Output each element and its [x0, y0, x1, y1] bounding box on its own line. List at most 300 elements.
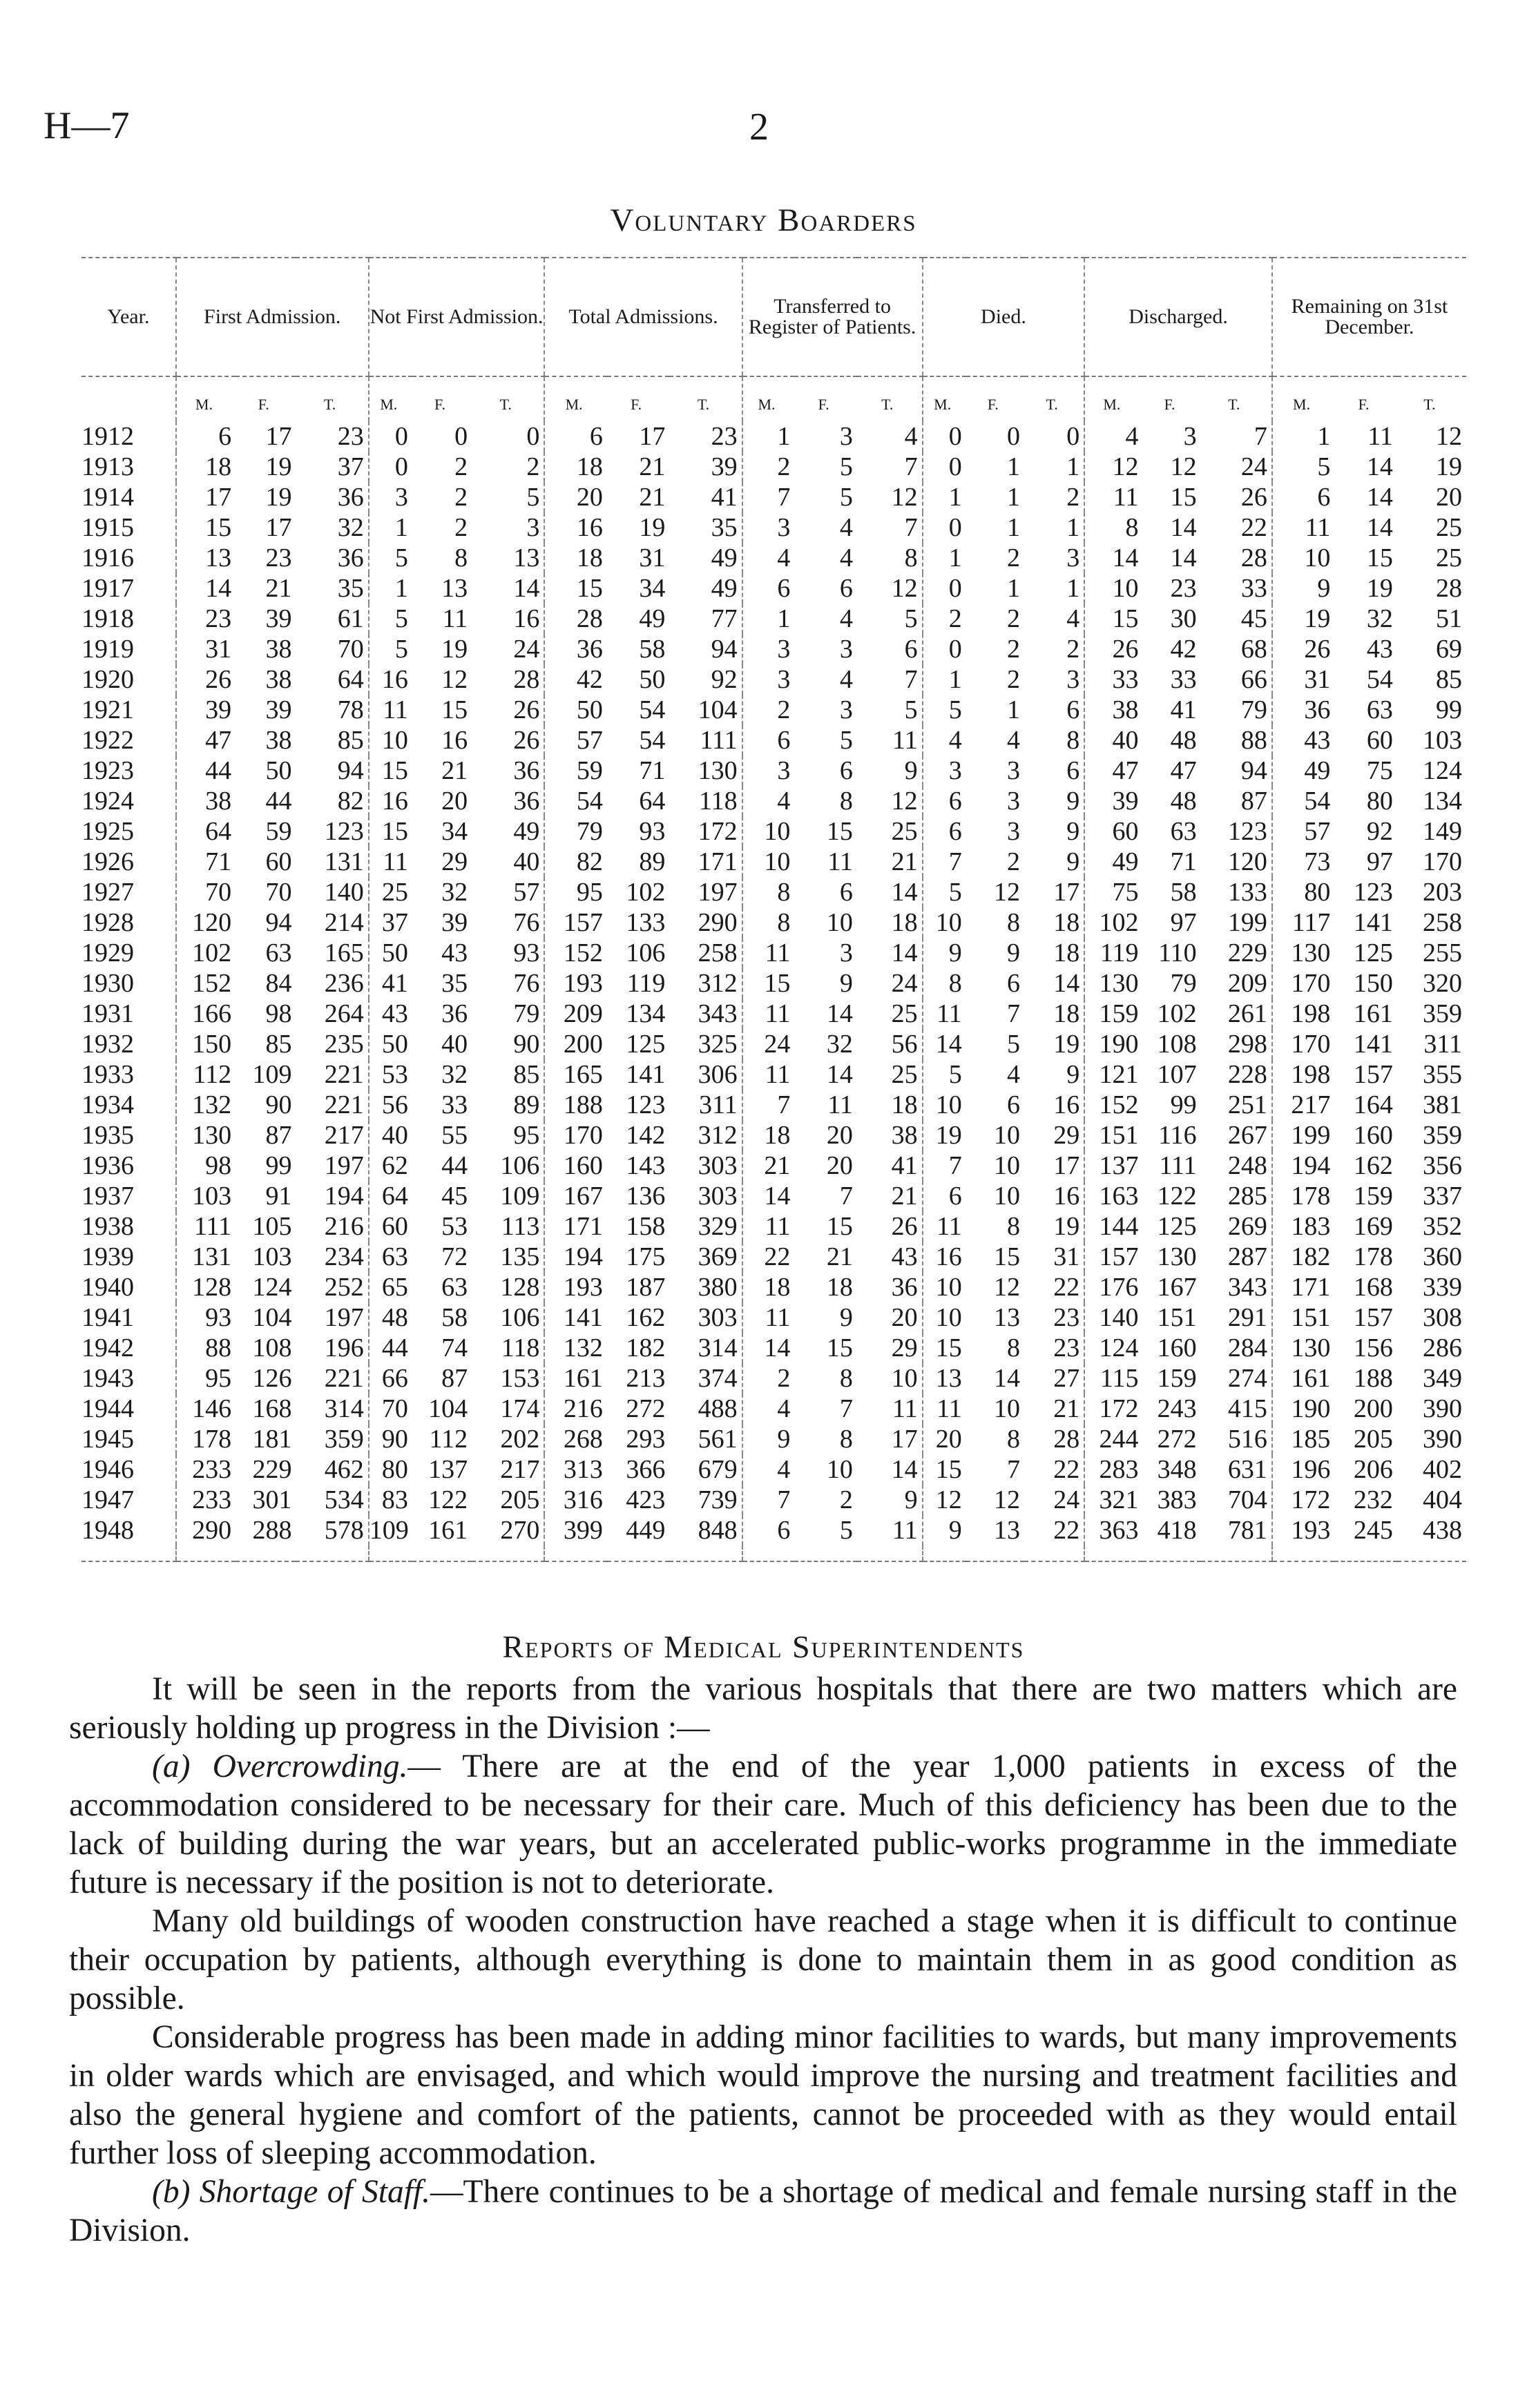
table-cell: 93: [176, 1302, 236, 1333]
table-cell: 399: [544, 1515, 607, 1545]
table-cell: 91: [265, 1182, 292, 1211]
table-cell: 17: [1053, 878, 1080, 907]
table-cell: 47: [1170, 756, 1197, 785]
spacer-cell: [236, 1545, 296, 1561]
table-cell: 285: [1227, 1182, 1267, 1211]
table-cell: 12: [1084, 452, 1142, 482]
table-row: [81, 877, 1466, 907]
table-cell: 90: [265, 1090, 292, 1119]
table-cell: 28: [544, 604, 607, 634]
table-row: [81, 695, 1466, 725]
col-header-died: Died.: [923, 258, 1085, 376]
table-cell: 26: [513, 726, 540, 755]
table-cell: 19: [1436, 452, 1462, 481]
subheader-cell: F.: [818, 396, 829, 413]
table-cell: 57: [513, 878, 540, 907]
table-cell: 79: [513, 999, 540, 1028]
table-cell: 8: [1084, 512, 1142, 543]
table-cell: 5: [923, 695, 966, 725]
table-cell: 170: [1272, 968, 1335, 999]
table-cell: 258: [698, 938, 738, 967]
table-cell: 58: [441, 1303, 468, 1332]
table-cell: 312: [698, 969, 738, 998]
table-cell: 125: [626, 1030, 666, 1059]
table-cell: 50: [265, 756, 292, 785]
table-cell: 37: [337, 452, 364, 481]
table-cell: 141: [1353, 908, 1393, 937]
table-cell: 36: [337, 543, 364, 572]
wooden-buildings-paragraph: Many old buildings of wooden construction have reached a stage when it is difficult to continue their occupation by patients, although everything is done to maintain them in as good condition as possible.: [69, 1903, 1457, 2016]
year-cell: 1917: [81, 574, 134, 603]
table-cell: 50: [639, 665, 666, 694]
year-cell: 1926: [81, 847, 134, 876]
table-cell: 182: [1272, 1242, 1335, 1272]
table-cell: 306: [698, 1060, 738, 1089]
table-cell: 89: [639, 847, 666, 876]
table-cell: 229: [1227, 938, 1267, 967]
table-row: [81, 1029, 1466, 1059]
table-cell: 381: [1423, 1090, 1462, 1119]
table-cell: 217: [324, 1121, 364, 1150]
table-cell: 288: [252, 1516, 292, 1545]
table-cell: 11: [1272, 512, 1335, 543]
table-cell: 462: [324, 1455, 364, 1484]
table-cell: 125: [1157, 1212, 1197, 1241]
table-cell: 12: [993, 1485, 1020, 1514]
table-cell: 267: [1227, 1121, 1267, 1150]
table-cell: 10: [923, 1272, 966, 1302]
table-cell: 3: [839, 695, 853, 724]
table-cell: 99: [1170, 1090, 1197, 1119]
table-cell: 48: [369, 1302, 412, 1333]
table-cell: 66: [1240, 665, 1267, 694]
table-cell: 11: [923, 1211, 966, 1242]
table-cell: 18: [544, 452, 607, 482]
table-cell: 320: [1423, 969, 1462, 998]
voluntary-boarders-table: [81, 257, 1466, 1562]
table-cell: 72: [441, 1242, 468, 1271]
table-cell: 49: [711, 574, 738, 603]
table-cell: 423: [626, 1485, 666, 1514]
table-cell: 438: [1423, 1516, 1462, 1545]
table-cell: 5: [369, 604, 412, 634]
table-cell: 21: [742, 1150, 795, 1181]
table-cell: 243: [1157, 1394, 1197, 1423]
table-cell: 12: [1170, 452, 1197, 481]
table-row: [81, 847, 1466, 877]
table-cell: 233: [176, 1485, 236, 1515]
table-cell: 15: [441, 695, 468, 724]
table-cell: 8: [742, 877, 795, 907]
spacer-cell: [966, 1545, 1024, 1561]
table-cell: 64: [337, 665, 364, 694]
table-cell: 314: [324, 1394, 364, 1423]
table-cell: 45: [1240, 604, 1267, 633]
table-cell: 17: [265, 513, 292, 542]
table-cell: 561: [698, 1425, 738, 1454]
spacer-cell: [1334, 1545, 1397, 1561]
table-cell: 23: [711, 422, 738, 451]
table-cell: 38: [265, 665, 292, 694]
table-cell: 123: [626, 1090, 666, 1119]
spacer-cell: [923, 1545, 966, 1561]
table-cell: 197: [698, 878, 738, 907]
table-row: [81, 999, 1466, 1029]
subheader-cell: F.: [631, 396, 642, 413]
table-cell: 11: [442, 604, 468, 633]
table-cell: 97: [1366, 847, 1393, 876]
subheader-cell: M.: [1084, 376, 1142, 421]
table-cell: 183: [1272, 1211, 1335, 1242]
table-row: [81, 1363, 1466, 1394]
table-cell: 124: [252, 1273, 292, 1302]
table-cell: 32: [337, 513, 364, 542]
table-cell: 47: [1084, 755, 1142, 786]
table-row: [81, 1090, 1466, 1120]
table-cell: 39: [441, 908, 468, 937]
table-cell: 169: [1353, 1212, 1393, 1241]
table-cell: 74: [441, 1333, 468, 1362]
table-cell: 1: [1272, 421, 1335, 452]
table-cell: 94: [711, 635, 738, 664]
spacer-cell: [857, 1545, 923, 1561]
table-cell: 23: [265, 543, 292, 572]
table-cell: 7: [923, 1150, 966, 1181]
table-cell: 4: [1006, 726, 1020, 755]
year-cell: 1928: [81, 908, 134, 937]
table-cell: 83: [369, 1485, 412, 1515]
table-cell: 36: [513, 756, 540, 785]
table-cell: 5: [839, 726, 853, 755]
subheader-cell: T.: [499, 396, 512, 413]
table-cell: 17: [176, 482, 236, 512]
spacer-cell: [412, 1545, 472, 1561]
table-cell: 199: [1227, 908, 1267, 937]
table-cell: 17: [891, 1425, 918, 1454]
table-cell: 18: [544, 543, 607, 573]
table-cell: 8: [904, 543, 918, 572]
table-cell: 70: [265, 878, 292, 907]
table-cell: 14: [891, 1455, 918, 1484]
year-cell: 1939: [81, 1242, 134, 1271]
table-cell: 11: [892, 1516, 918, 1545]
table-cell: 90: [513, 1030, 540, 1059]
table-cell: 118: [699, 787, 738, 816]
table-cell: 3: [742, 634, 795, 664]
table-cell: 1: [1006, 452, 1020, 481]
year-cell: 1922: [81, 726, 134, 755]
table-cell: 9: [1066, 787, 1080, 816]
table-cell: 18: [742, 1120, 795, 1150]
table-cell: 165: [544, 1059, 607, 1090]
table-cell: 3: [526, 513, 540, 542]
table-cell: 142: [626, 1121, 666, 1150]
table-cell: 63: [1366, 695, 1393, 724]
table-cell: 5: [839, 452, 853, 481]
table-cell: 3: [839, 422, 853, 451]
table-cell: 18: [891, 908, 918, 937]
table-cell: 3: [742, 512, 795, 543]
table-cell: 44: [441, 1151, 468, 1180]
table-cell: 128: [176, 1272, 236, 1302]
table-cell: 79: [1170, 969, 1197, 998]
spacer-cell: [472, 1545, 544, 1561]
col-header-transferred: Transferred to Register of Patients.: [742, 258, 923, 376]
table-cell: 233: [176, 1454, 236, 1485]
table-cell: 126: [252, 1364, 292, 1393]
table-cell: 102: [176, 938, 236, 968]
table-cell: 178: [176, 1424, 236, 1454]
table-cell: 14: [742, 1181, 795, 1211]
col-header-year: Year.: [81, 258, 176, 376]
table-cell: 12: [891, 574, 918, 603]
table-cell: 14: [1366, 483, 1393, 512]
table-cell: 21: [891, 847, 918, 876]
table-cell: 10: [1272, 543, 1335, 573]
table-cell: 80: [369, 1454, 412, 1485]
table-cell: 6: [176, 421, 236, 452]
table-cell: 33: [441, 1090, 468, 1119]
table-cell: 41: [711, 483, 738, 512]
table-cell: 197: [324, 1303, 364, 1332]
table-cell: 0: [454, 422, 468, 451]
table-cell: 43: [891, 1242, 918, 1271]
table-cell: 15: [176, 512, 236, 543]
table-cell: 26: [1084, 634, 1142, 664]
table-cell: 0: [923, 573, 966, 604]
table-cell: 20: [891, 1303, 918, 1332]
spacer-cell: [1084, 1545, 1142, 1561]
table-cell: 17: [265, 422, 292, 451]
table-cell: 534: [324, 1485, 364, 1514]
table-cell: 291: [1227, 1303, 1267, 1332]
minor-facilities-paragraph: Considerable progress has been made in adding minor facilities to wards, but many improvements in older wards which are envisaged, and which would improve the nursing and treatment facilities and also the general hygiene and comfort of the patients, cannot be proceeded with as they would entail further loss of sleeping accommodation.: [69, 2019, 1457, 2171]
section-title: Reports of Medical Superintendents: [502, 1629, 1025, 1664]
table-cell: 9: [839, 969, 853, 998]
table-cell: 221: [324, 1090, 364, 1119]
table-cell: 22: [1053, 1455, 1080, 1484]
table-cell: 110: [1158, 938, 1197, 967]
table-cell: 314: [698, 1333, 738, 1362]
spacer-cell: [1397, 1545, 1466, 1561]
table-cell: 3: [742, 664, 795, 695]
table-cell: 9: [904, 1485, 918, 1514]
table-cell: 6: [839, 756, 853, 785]
table-cell: 103: [176, 1181, 236, 1211]
table-cell: 43: [369, 999, 412, 1029]
table-cell: 5: [904, 604, 918, 633]
table-cell: 216: [324, 1212, 364, 1241]
table-cell: 108: [1157, 1030, 1197, 1059]
year-cell: 1918: [81, 604, 134, 633]
table-cell: 18: [1053, 908, 1080, 937]
table-cell: 10: [993, 1394, 1020, 1423]
table-cell: 25: [891, 999, 918, 1028]
table-cell: 63: [265, 938, 292, 967]
spacer-cell: [1272, 1545, 1335, 1561]
table-cell: 170: [1423, 847, 1462, 876]
table-cell: 49: [513, 817, 540, 846]
table-cell: 112: [176, 1059, 236, 1090]
table-cell: 43: [1272, 725, 1335, 755]
table-cell: 415: [1227, 1394, 1267, 1423]
table-cell: 360: [1423, 1242, 1462, 1271]
table-row: [81, 786, 1466, 816]
subheader-cell: M.: [923, 376, 966, 421]
table-cell: 172: [1084, 1394, 1142, 1424]
table-cell: 9: [839, 1303, 853, 1332]
table-cell: 10: [742, 816, 795, 847]
spacer-cell: [544, 1545, 607, 1561]
year-cell: 1924: [81, 787, 134, 816]
table-cell: 20: [544, 482, 607, 512]
table-cell: 167: [544, 1181, 607, 1211]
table-cell: 286: [1423, 1333, 1462, 1362]
table-cell: 168: [252, 1394, 292, 1423]
table-cell: 133: [626, 908, 666, 937]
table-cell: 298: [1227, 1030, 1267, 1059]
table-cell: 35: [711, 513, 738, 542]
table-cell: 63: [441, 1273, 468, 1302]
table-cell: 76: [513, 969, 540, 998]
table-cell: 44: [369, 1333, 412, 1363]
table-cell: 19: [923, 1120, 966, 1150]
table-cell: 165: [324, 938, 364, 967]
table-cell: 578: [324, 1516, 364, 1545]
table-cell: 24: [1240, 452, 1267, 481]
table-cell: 58: [639, 635, 666, 664]
table-cell: 311: [1423, 1030, 1462, 1059]
staff-shortage-text: —There continues to be a shortage of medical and female nursing staff in the Division.: [69, 2174, 1457, 2248]
table-cell: 7: [839, 1182, 853, 1211]
table-cell: 356: [1423, 1151, 1462, 1180]
year-cell: 1919: [81, 635, 134, 664]
table-cell: 107: [1157, 1060, 1197, 1089]
table-cell: 14: [993, 1364, 1020, 1393]
table-cell: 151: [1157, 1303, 1197, 1332]
table-cell: 9: [923, 1515, 966, 1545]
table-cell: 20: [1436, 483, 1462, 512]
table-cell: 12: [1436, 422, 1462, 451]
table-cell: 14: [1053, 969, 1080, 998]
table-cell: 1: [1006, 695, 1020, 724]
table-cell: 40: [1084, 725, 1142, 755]
table-cell: 60: [369, 1211, 412, 1242]
table-cell: 111: [700, 726, 738, 755]
subheader-cell: M.: [369, 376, 412, 421]
table-cell: 349: [1423, 1364, 1462, 1393]
table-cell: 39: [1084, 786, 1142, 816]
table-cell: 15: [544, 573, 607, 604]
table-cell: 1: [1066, 574, 1080, 603]
table-cell: 71: [176, 847, 236, 877]
table-cell: 10: [993, 1151, 1020, 1180]
table-cell: 15: [1084, 604, 1142, 634]
table-cell: 325: [698, 1030, 738, 1059]
table-cell: 14: [891, 938, 918, 967]
table-cell: 216: [544, 1394, 607, 1424]
col-header-total-admissions: Total Admissions.: [544, 258, 742, 376]
table-cell: 10: [993, 1121, 1020, 1150]
table-cell: 23: [337, 422, 364, 451]
table-cell: 128: [500, 1273, 540, 1302]
table-cell: 4: [1006, 1060, 1020, 1089]
table-cell: 402: [1423, 1455, 1462, 1484]
table-cell: 21: [639, 452, 666, 481]
table-cell: 194: [544, 1242, 607, 1272]
table-row: [81, 1333, 1466, 1363]
table-cell: 28: [513, 665, 540, 694]
year-cell: 1923: [81, 756, 134, 785]
table-cell: 31: [1272, 664, 1335, 695]
table-cell: 8: [454, 543, 468, 572]
table-cell: 11: [369, 695, 412, 725]
table-cell: 41: [891, 1151, 918, 1180]
table-cell: 157: [544, 907, 607, 938]
table-cell: 171: [1272, 1272, 1335, 1302]
table-cell: 16: [544, 512, 607, 543]
table-cell: 311: [699, 1090, 738, 1119]
table-cell: 27: [1053, 1364, 1080, 1393]
table-cell: 174: [500, 1394, 540, 1423]
table-cell: 4: [839, 604, 853, 633]
table-cell: 34: [639, 574, 666, 603]
table-cell: 251: [1227, 1090, 1267, 1119]
table-cell: 172: [1272, 1485, 1335, 1515]
table-cell: 10: [1084, 573, 1142, 604]
table-cell: 26: [891, 1212, 918, 1241]
table-cell: 51: [1436, 604, 1462, 633]
table-cell: 171: [544, 1211, 607, 1242]
table-cell: 18: [1053, 999, 1080, 1028]
table-cell: 84: [265, 969, 292, 998]
table-cell: 8: [1066, 726, 1080, 755]
table-cell: 111: [1159, 1151, 1197, 1180]
table-cell: 301: [252, 1485, 292, 1514]
table-cell: 2: [742, 452, 795, 482]
table-cell: 25: [891, 1060, 918, 1089]
table-cell: 92: [1366, 817, 1393, 846]
table-cell: 85: [337, 726, 364, 755]
table-cell: 38: [176, 786, 236, 816]
table-cell: 82: [544, 847, 607, 877]
table-cell: 167: [1157, 1273, 1197, 1302]
table-cell: 16: [369, 786, 412, 816]
table-cell: 8: [839, 1425, 853, 1454]
table-cell: 42: [544, 664, 607, 695]
table-cell: 18: [1053, 938, 1080, 967]
table-cell: 34: [441, 817, 468, 846]
table-cell: 21: [639, 483, 666, 512]
table-cell: 14: [826, 999, 853, 1028]
table-cell: 93: [513, 938, 540, 967]
spacer-cell: [369, 1545, 412, 1561]
table-row: [81, 664, 1466, 695]
table-cell: 5: [369, 543, 412, 573]
table-cell: 4: [742, 1454, 795, 1485]
table-cell: 4: [839, 543, 853, 572]
table-cell: 19: [1366, 574, 1393, 603]
table-cell: 160: [1157, 1333, 1197, 1362]
year-cell: 1920: [81, 665, 134, 694]
table-cell: 23: [1170, 574, 1197, 603]
table-cell: 92: [711, 665, 738, 694]
table-cell: 198: [1272, 999, 1335, 1029]
table-cell: 87: [1240, 787, 1267, 816]
table-cell: 42: [1170, 635, 1197, 664]
table-cell: 120: [1227, 847, 1267, 876]
subheader-cell: F.: [258, 396, 269, 413]
